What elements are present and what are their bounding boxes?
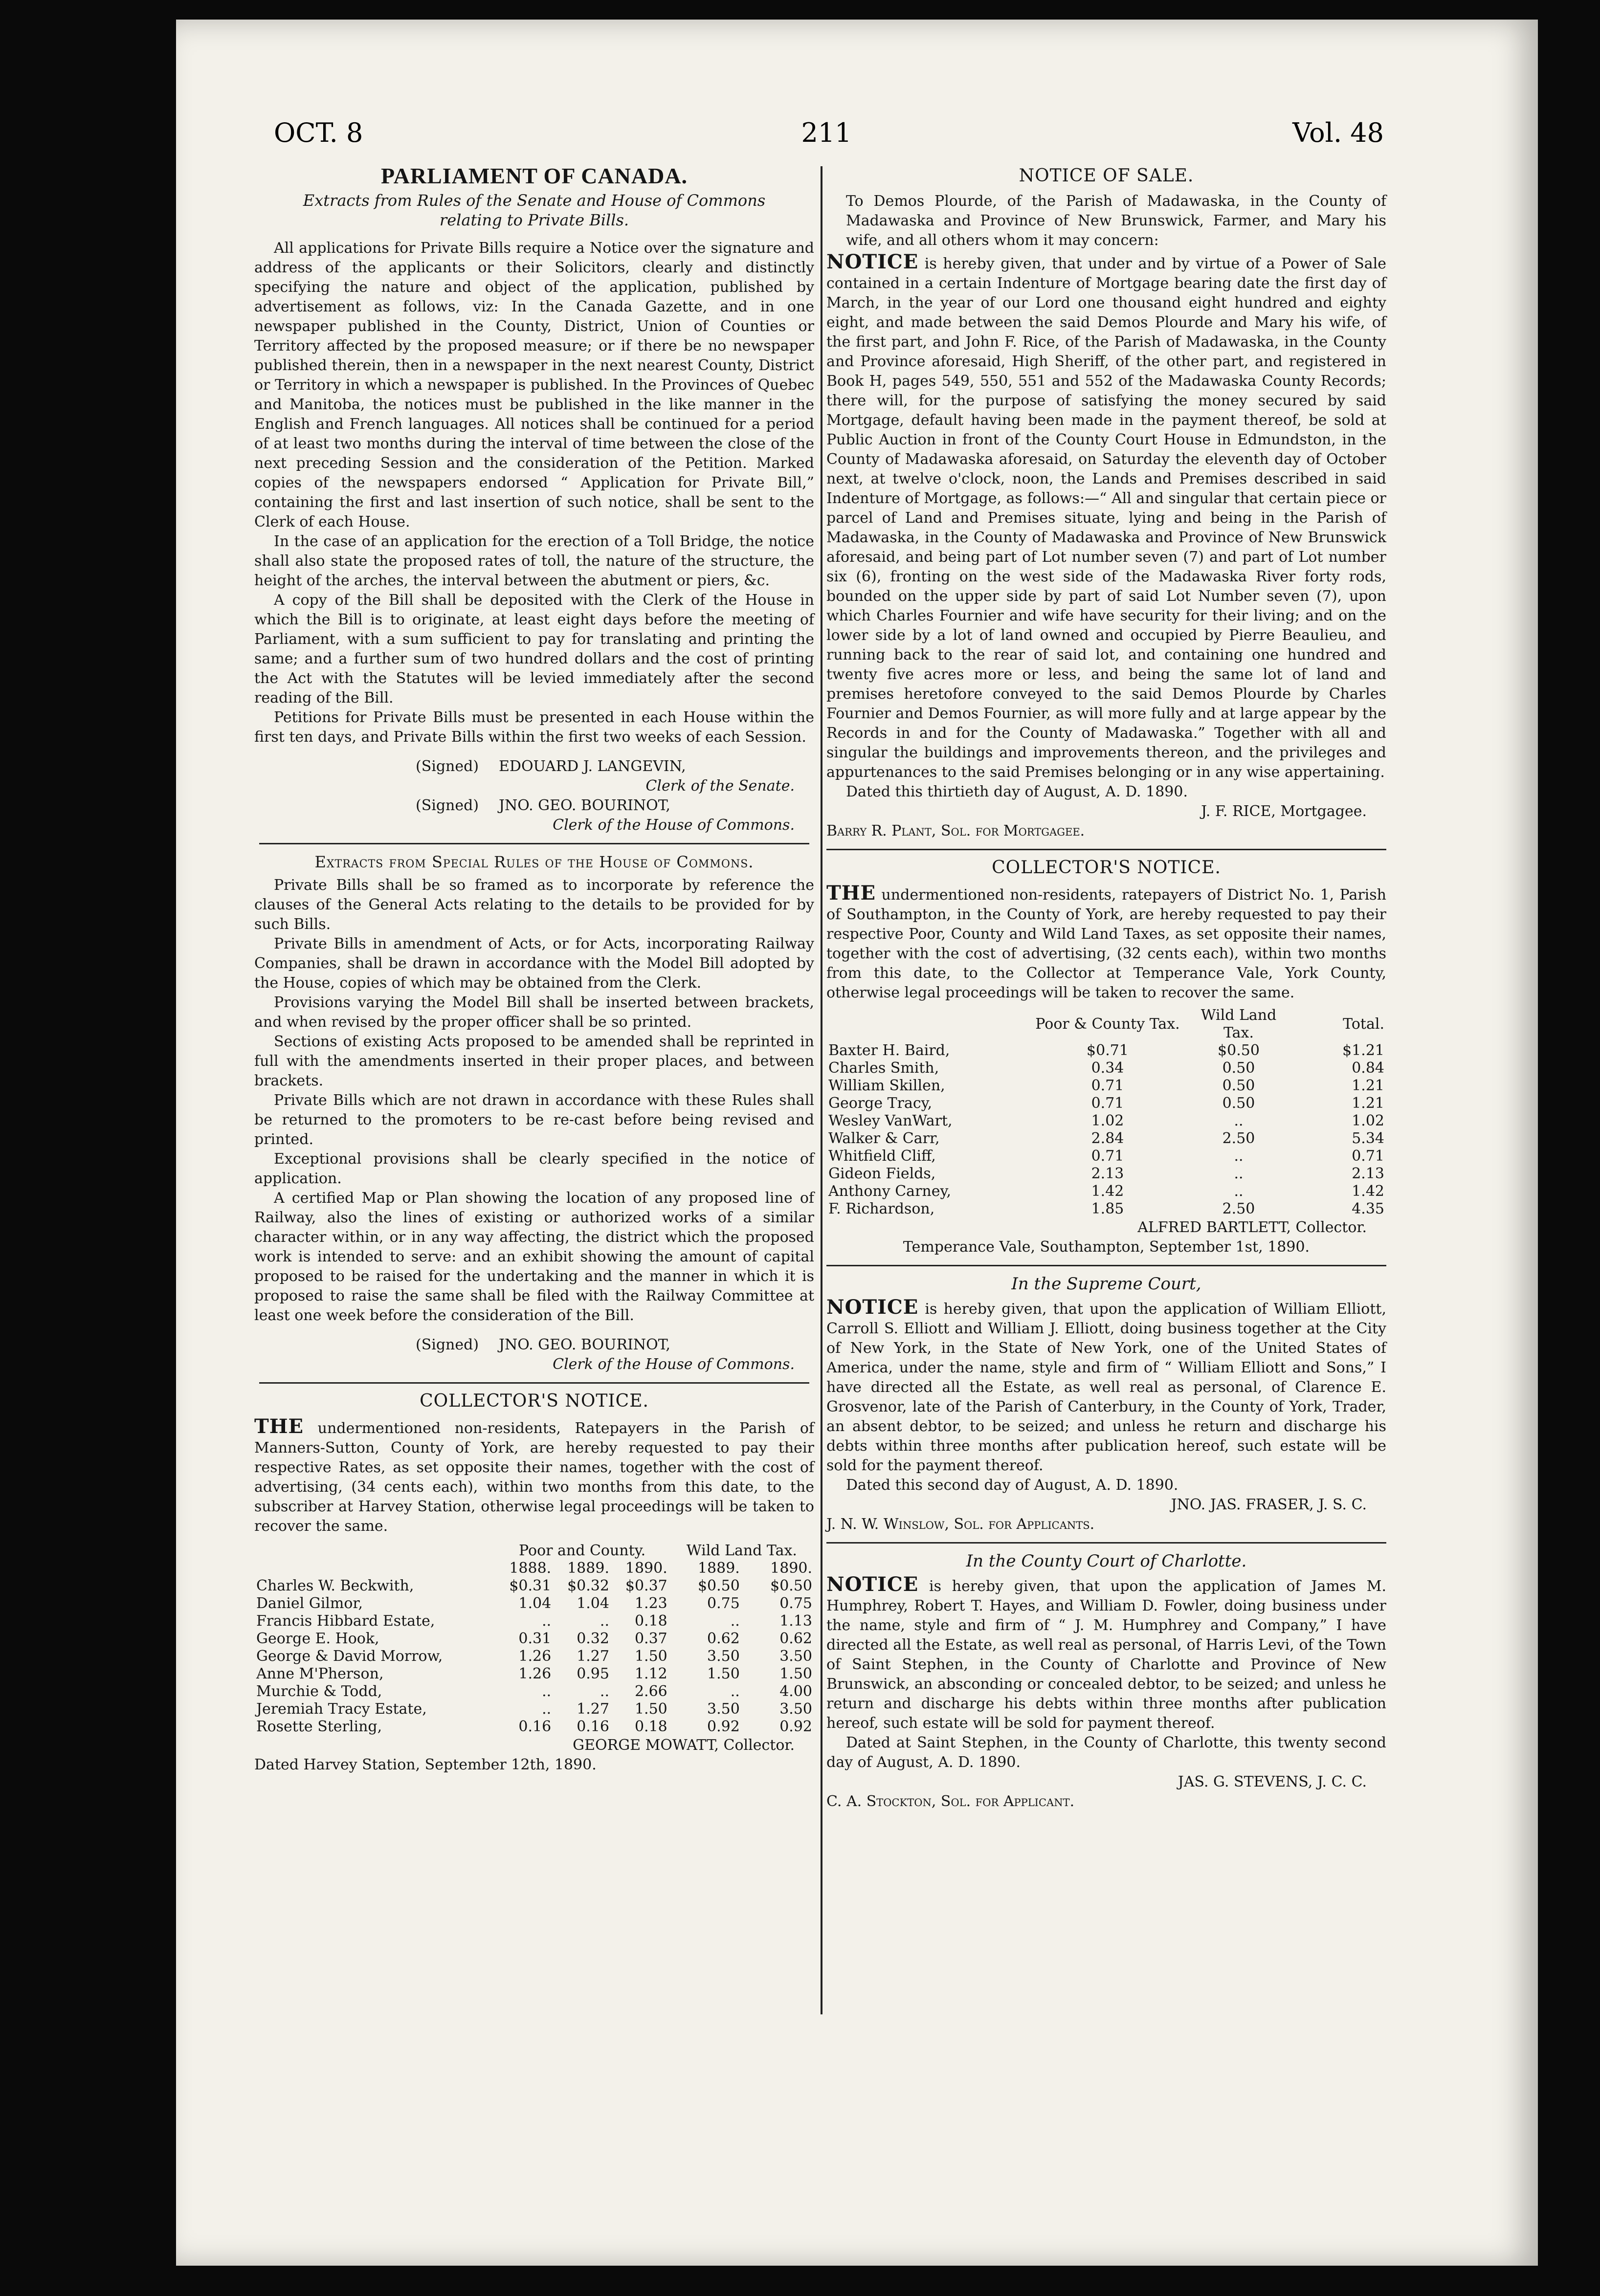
paragraph: Private Bills which are not drawn in accordance with these Rules shall be returned to the promoters to be re-cast before being revised and printed. <box>254 1092 814 1148</box>
ratepayer-name: Rosette Sterling, <box>256 1718 382 1735</box>
county-court-notice <box>826 1551 1386 1811</box>
ratepayer-name: George Tracy, <box>828 1095 933 1112</box>
total-value: 4.35 <box>1352 1200 1384 1217</box>
southampton-table <box>826 1007 1386 1218</box>
issue-date: OCT. 8 <box>274 117 363 148</box>
ratepayer-name: Whitfield Cliff, <box>828 1148 936 1165</box>
ratepayer-name: Anthony Carney, <box>828 1183 951 1200</box>
ratepayers-table <box>254 1542 814 1736</box>
paragraph: Sections of existing Acts proposed to be amended shall be reprinted in full with the amendments inserted in their proper places, and between brackets. <box>254 1033 814 1089</box>
poor-county-value: 0.71 <box>1091 1077 1124 1094</box>
rate-value: 4.00 <box>779 1683 812 1700</box>
rate-value: 1.50 <box>634 1648 667 1665</box>
ratepayer-name: Walker & Carr, <box>828 1130 940 1147</box>
ratepayer-name: Murchie & Todd, <box>256 1683 382 1700</box>
table-row <box>826 1165 1386 1183</box>
notice-of-sale <box>826 166 1386 841</box>
ratepayer-name: Daniel Gilmor, <box>256 1595 363 1612</box>
poor-county-value: 1.42 <box>1091 1183 1124 1200</box>
poor-county-value: 1.02 <box>1091 1112 1124 1129</box>
paragraph: Private Bills shall be so framed as to incorporate by reference the clauses of the General Acts relating to the details to be provided for by such Bills. <box>254 877 814 933</box>
ratepayer-name: George & David Morrow, <box>256 1648 443 1665</box>
sale-dated: Dated this thirtieth day of August, A. D. 1890. <box>846 783 1188 800</box>
group-poor-county: Poor and County. <box>519 1542 646 1559</box>
table-row <box>826 1200 1386 1218</box>
parliament-title: PARLIAMENT OF CANADA. <box>380 163 688 188</box>
sale-title: NOTICE OF SALE. <box>1019 166 1194 186</box>
rate-value: .. <box>730 1683 740 1700</box>
county-body: NOTICE is hereby given, that upon the application of James M. Humphrey, Robert T. Hayes, and William D. Fowler, doing business under the name, style and firm of “ J. M. Humphrey and Company,” I have directed all the Estate, as well real as personal, of Harris Levi, of the Town of Saint Stephen, in the County of Charlotte and Province of New Brunswick, an absconding or concealed debtor, to be seized; and unless he return and discharge his debts within three months after publication hereof, such estate will be sold for payment thereof. <box>826 1573 1386 1732</box>
rate-value: $0.32 <box>567 1577 609 1594</box>
table-row <box>826 1148 1386 1165</box>
year-header: 1890. <box>770 1560 812 1577</box>
section-rule <box>826 1265 1386 1266</box>
ratepayer-name: Charles W. Beckwith, <box>256 1577 414 1594</box>
rate-value: 1.12 <box>634 1665 667 1682</box>
supreme-dated: Dated this second day of August, A. D. 1890. <box>846 1477 1178 1494</box>
table-row <box>826 1060 1386 1077</box>
supreme-solicitor: J. N. W. Winslow, Sol. for Applicants. <box>826 1516 1095 1533</box>
rate-value: $0.50 <box>770 1577 812 1594</box>
table-row <box>254 1577 814 1595</box>
total-value: 1.21 <box>1352 1077 1384 1094</box>
supreme-court-notice <box>826 1274 1386 1534</box>
rate-value: 0.75 <box>707 1595 740 1612</box>
sale-signer: J. F. RICE, Mortgagee. <box>1201 803 1367 820</box>
ratepayer-name: Charles Smith, <box>828 1060 939 1077</box>
paragraph: All applications for Private Bills require a Notice over the signature and address of the applicants or their Solicitors, clearly and distinctly specifying the nature and object of the application, published by advertisement as follows, viz: In the Canada Gazette, and in one newspaper published in the County, District, Union of Counties or Territory affected by the proposed measure; or if there be no newspaper published therein, then in a newspaper in the next nearest County, District or Territory in which a newspaper is published. In the Provinces of Quebec and Manitoba, the notices must be published in the like manner in the English and French languages. All notices shall be continued for a period of at least two months during the interval of time between the close of the next preceding Session and the consideration of the Petition. Marked copies of the newspapers endorsed “ Application for Private Bill,” containing the first and last insertion of such notice, shall be sent to the Clerk of each House. <box>254 240 814 530</box>
wild-land-value: .. <box>1234 1148 1244 1165</box>
col-total: Total. <box>1343 1016 1384 1033</box>
sale-address: To Demos Plourde, of the Parish of Madawaska, in the County of Madawaska and Province of New Brunswick, Farmer, and Mary his wife, and all others whom it may concern: <box>846 193 1386 249</box>
rate-value: 0.62 <box>707 1630 740 1647</box>
signed-label: (Signed) <box>416 797 479 814</box>
parliament-paragraphs <box>254 239 814 747</box>
wild-land-value: .. <box>1234 1112 1244 1129</box>
county-signer: JAS. G. STEVENS, J. C. C. <box>1178 1773 1367 1790</box>
collector-notice-manners-sutton <box>254 1391 814 1775</box>
rate-value: 1.23 <box>634 1595 667 1612</box>
section-rule <box>826 849 1386 850</box>
supreme-body: NOTICE is hereby given, that upon the application of William Elliott, Carroll S. Elliott and William J. Elliott, doing business together at the City of New York, in the State of New York, one of the United States of America, under the name, style and firm of “ William Elliott and Sons,” I have directed all the Estate, as well real as personal, of Clarence E. Grosvenor, late of the Parish of Canterbury, in the County of York, Trader, an absent debtor, to be seized; and unless he return and discharge his debts within three months after publication hereof, such estate will be sold for the payment thereof. <box>826 1296 1386 1474</box>
rate-value: 0.18 <box>634 1718 667 1735</box>
signer-bourinot-title: Clerk of the House of Commons. <box>553 817 795 834</box>
ratepayer-name: William Skillen, <box>828 1077 945 1094</box>
page-header <box>254 117 1384 161</box>
right-column <box>826 166 1386 1811</box>
special-rules-notice <box>254 852 814 1374</box>
poor-county-value: 1.85 <box>1091 1200 1124 1217</box>
wild-land-value: 2.50 <box>1222 1130 1255 1147</box>
table-row <box>826 1183 1386 1200</box>
wild-land-value: .. <box>1234 1165 1244 1182</box>
rate-value: 0.92 <box>779 1718 812 1735</box>
table-row <box>826 1095 1386 1112</box>
volume-number: Vol. 48 <box>1292 117 1384 148</box>
special-rules-signature <box>254 1335 814 1374</box>
year-header: 1889. <box>697 1560 740 1577</box>
table-row <box>826 1042 1386 1060</box>
total-value: 1.42 <box>1352 1183 1384 1200</box>
year-header-row <box>254 1560 814 1577</box>
paragraph: In the case of an application for the erection of a Toll Bridge, the notice shall also state the proposed rates of toll, the nature of the structure, the height of the arches, the interval between the abutment or piers, &c. <box>254 533 814 589</box>
total-value: 0.71 <box>1352 1148 1384 1165</box>
rate-value: 1.04 <box>577 1595 609 1612</box>
rate-value: $0.31 <box>509 1577 552 1594</box>
total-value: 2.13 <box>1352 1165 1384 1182</box>
wild-land-value: 0.50 <box>1222 1095 1255 1112</box>
rate-value: 1.26 <box>518 1665 552 1682</box>
southampton-rows <box>826 1042 1386 1218</box>
rate-value: .. <box>542 1700 552 1718</box>
paragraph: Provisions varying the Model Bill shall be inserted between brackets, and when revised by the proper officer shall be so printed. <box>254 994 814 1031</box>
parliament-subtitle: Extracts from Rules of the Senate and House of Commons relating to Private Bills. <box>303 191 766 229</box>
rate-value: 1.50 <box>779 1665 812 1682</box>
wild-land-value: 0.50 <box>1222 1060 1255 1077</box>
table-row <box>254 1648 814 1665</box>
rate-value: 1.50 <box>634 1700 667 1718</box>
wild-land-value: $0.50 <box>1218 1042 1260 1059</box>
section-rule <box>826 1542 1386 1544</box>
paragraph: A certified Map or Plan showing the location of any proposed line of Railway, also the lines of existing or authorized works of a similar character within, or in any way affecting, the district which the proposed work is intended to serve: and an exhibit showing the amount of capital proposed to be raised for the undertaking and the manner in which it is proposed to raise the same shall be filed with the Railway Committee at least one week before the consideration of the Bill. <box>254 1190 814 1324</box>
newspaper-page <box>176 20 1538 2266</box>
rate-value: 0.31 <box>518 1630 552 1647</box>
total-value: $1.21 <box>1342 1042 1384 1059</box>
table-row <box>826 1130 1386 1148</box>
section-rule <box>259 1382 809 1384</box>
ratepayer-name: Francis Hibbard Estate, <box>256 1612 435 1630</box>
rate-value: .. <box>542 1683 552 1700</box>
poor-county-value: 0.71 <box>1091 1095 1124 1112</box>
rate-value: 2.66 <box>634 1683 667 1700</box>
county-solicitor: C. A. Stockton, Sol. for Applicant. <box>826 1793 1075 1810</box>
signed-label: (Signed) <box>416 758 479 775</box>
ratepayer-name: George E. Hook, <box>256 1630 379 1647</box>
rate-value: 1.27 <box>577 1648 609 1665</box>
column-divider <box>821 166 822 2014</box>
poor-county-value: 0.34 <box>1091 1060 1124 1077</box>
rate-value: 1.04 <box>518 1595 552 1612</box>
signer-langevin-title: Clerk of the Senate. <box>645 777 795 795</box>
wild-land-value: .. <box>1234 1183 1244 1200</box>
poor-county-value: 0.71 <box>1091 1148 1124 1165</box>
ratepayer-name: Wesley VanWart, <box>828 1112 953 1129</box>
ratepayer-name: Anne M'Pherson, <box>256 1665 384 1682</box>
collector-signer: ALFRED BARTLETT, Collector. <box>1137 1219 1367 1236</box>
rate-value: 1.27 <box>577 1700 609 1718</box>
rate-value: 1.50 <box>707 1665 740 1682</box>
rate-value: .. <box>600 1683 609 1700</box>
ratepayer-name: Jeremiah Tracy Estate, <box>256 1700 427 1718</box>
rate-value: 0.75 <box>779 1595 812 1612</box>
rate-value: 3.50 <box>779 1648 812 1665</box>
collector-dated: Dated Harvey Station, September 12th, 1890. <box>254 1756 597 1773</box>
col-poor-county: Poor & County Tax. <box>1035 1016 1180 1033</box>
collector-body: THE undermentioned non-residents, Ratepayers in the Parish of Manners-Sutton, County of York, are hereby requested to pay their respective Rates, as set opposite their names, together with the cost of advertising, (34 cents each), within two months from this date, to the subscriber at Harvey Station, otherwise legal proceedings will be taken to recover the same. <box>254 1415 814 1535</box>
ratepayer-name: F. Richardson, <box>828 1200 935 1217</box>
table-row <box>254 1612 814 1630</box>
table-row <box>254 1595 814 1612</box>
parliament-notice <box>254 163 814 835</box>
signer-bourinot-title: Clerk of the House of Commons. <box>553 1356 795 1373</box>
rate-value: 0.16 <box>577 1718 609 1735</box>
rate-value: 1.26 <box>518 1648 552 1665</box>
paragraph: Private Bills in amendment of Acts, or for Acts, incorporating Railway Companies, shall be drawn in accordance with the Model Bill adopted by the House, copies of which may be obtained from the Clerk. <box>254 935 814 992</box>
page-number: 211 <box>801 117 852 148</box>
left-column <box>254 163 814 1775</box>
signer-bourinot: JNO. GEO. BOURINOT, <box>499 1336 670 1353</box>
rate-value: 3.50 <box>779 1700 812 1718</box>
county-court-heading: In the County Court of Charlotte. <box>966 1551 1247 1571</box>
year-header: 1889. <box>567 1560 609 1577</box>
poor-county-value: 2.13 <box>1091 1165 1124 1182</box>
collector-dated: Temperance Vale, Southampton, September 1st, 1890. <box>903 1238 1310 1256</box>
rate-value: 0.16 <box>518 1718 552 1735</box>
collector-title: COLLECTOR'S NOTICE. <box>420 1391 649 1411</box>
collector-body: THE undermentioned non-residents, ratepayers of District No. 1, Parish of Southampton, in the County of York, are hereby requested to pay their respective Poor, County and Wild Land Taxes, as set opposite their names, together with the cost of advertising, (32 cents each), within two months from this date, to the Collector at Temperance Vale, York County, otherwise legal proceedings will be taken to recover the same. <box>826 882 1386 1001</box>
table-row <box>826 1077 1386 1095</box>
ratepayer-name: Baxter H. Baird, <box>828 1042 950 1059</box>
rate-value: 1.13 <box>779 1612 812 1630</box>
supreme-signer: JNO. JAS. FRASER, J. S. C. <box>1171 1496 1367 1513</box>
rate-value: 0.37 <box>634 1630 667 1647</box>
group-wild-land: Wild Land Tax. <box>686 1542 797 1559</box>
table-row <box>254 1665 814 1683</box>
poor-county-value: $0.71 <box>1087 1042 1129 1059</box>
rate-value: 3.50 <box>707 1648 740 1665</box>
rate-value: 0.18 <box>634 1612 667 1630</box>
wild-land-value: 0.50 <box>1222 1077 1255 1094</box>
paragraph: Petitions for Private Bills must be presented in each House within the first ten days, and Private Bills within the first two weeks of each Session. <box>254 709 814 746</box>
poor-county-value: 2.84 <box>1091 1130 1124 1147</box>
total-value: 1.02 <box>1352 1112 1384 1129</box>
supreme-court-heading: In the Supreme Court, <box>1011 1274 1201 1294</box>
section-rule <box>259 843 809 844</box>
rate-value: $0.37 <box>625 1577 667 1594</box>
total-value: 5.34 <box>1352 1130 1384 1147</box>
signer-langevin: EDOUARD J. LANGEVIN, <box>499 758 686 775</box>
rate-value: .. <box>730 1612 740 1630</box>
ratepayer-name: Gideon Fields, <box>828 1165 936 1182</box>
total-value: 0.84 <box>1352 1060 1384 1077</box>
table-row <box>254 1630 814 1648</box>
rate-value: 0.95 <box>577 1665 609 1682</box>
table-row <box>254 1700 814 1718</box>
rate-value: 0.32 <box>577 1630 609 1647</box>
collector-notice-southampton <box>826 858 1386 1257</box>
paragraph: A copy of the Bill shall be deposited with the Clerk of the House in which the Bill is to originate, at least eight days before the meeting of Parliament, with a sum sufficient to pay for translating and printing the same; and a further sum of two hundred dollars and the cost of printing the Act with the Statutes will be levied immediately after the second reading of the Bill. <box>254 592 814 706</box>
signed-label: (Signed) <box>416 1336 479 1353</box>
table-row <box>254 1718 814 1736</box>
wild-land-value: 2.50 <box>1222 1200 1255 1217</box>
rate-value: $0.50 <box>697 1577 740 1594</box>
county-dated: Dated at Saint Stephen, in the County of Charlotte, this twenty second day of August, A. D. 1890. <box>826 1734 1386 1771</box>
rate-value: 3.50 <box>707 1700 740 1718</box>
collector-signer: GEORGE MOWATT, Collector. <box>573 1737 795 1754</box>
rate-value: .. <box>600 1612 609 1630</box>
year-header: 1890. <box>625 1560 667 1577</box>
table-row <box>254 1683 814 1700</box>
rate-value: .. <box>542 1612 552 1630</box>
special-rules-title: Extracts from Special Rules of the House of Commons. <box>314 853 754 871</box>
col-wild-land: Wild Land Tax. <box>1200 1007 1277 1041</box>
total-value: 1.21 <box>1352 1095 1384 1112</box>
paragraph: Exceptional provisions shall be clearly specified in the notice of application. <box>254 1150 814 1187</box>
table-row <box>826 1112 1386 1130</box>
year-header: 1888. <box>509 1560 552 1577</box>
special-rules-paragraphs <box>254 876 814 1325</box>
collector-title: COLLECTOR'S NOTICE. <box>992 858 1221 878</box>
rate-value: 0.62 <box>779 1630 812 1647</box>
rate-value: 0.92 <box>707 1718 740 1735</box>
parliament-signatures <box>254 757 814 835</box>
ratepayers-rows <box>254 1577 814 1736</box>
signer-bourinot: JNO. GEO. BOURINOT, <box>499 797 670 814</box>
sale-solicitor: Barry R. Plant, Sol. for Mortgagee. <box>826 822 1085 839</box>
sale-body: NOTICE is hereby given, that under and by virtue of a Power of Sale contained in a certain Indenture of Mortgage bearing date the first day of March, in the year of our Lord one thousand eight hundred and eighty eight, and made between the said Demos Plourde and Mary his wife, of the first part, and John F. Rice, of the Parish of Madawaska, in the County and Province aforesaid, High Sheriff, of the other part, and registered in Book H, pages 549, 550, 551 and 552 of the Madawaska County Records; there will, for the purpose of satisfying the money secured by said Mortgage, default having been made in the payment thereof, be sold at Public Auction in front of the County Court House in Edmundston, in the County of Madawaska aforesaid, on Saturday the eleventh day of October next, at twelve o'clock, noon, the Lands and Premises described in said Indenture of Mortgage, as follows:—“ All and singular that certain piece or parcel of Land and Premises situate, lying and being in the Parish of Madawaska, in the County of Madawaska and Province of New Brunswick aforesaid, and being part of Lot number seven (7) and part of Lot number six (6), fronting on the west side of the Madawaska River forty rods, bounded on the upper side by part of said Lot Number seven (7), upon which Charles Fournier and wife have security for their living; and on the lower side by a lot of land owned and occupied by Pierre Beaulieu, and running back to the rear of said lot, and containing one hundred and twenty five acres more or less, and being the same lot of land and premises heretofore conveyed to the said Demos Plourde by Charles Fournier and Demos Fournier, as will more fully and at large appear by the Records in and for the County of Madawaska.” Together with all and singular the buildings and improvements thereon, and the privileges and appurtenances to the said Premises belonging or in any wise appertaining. <box>826 250 1386 781</box>
